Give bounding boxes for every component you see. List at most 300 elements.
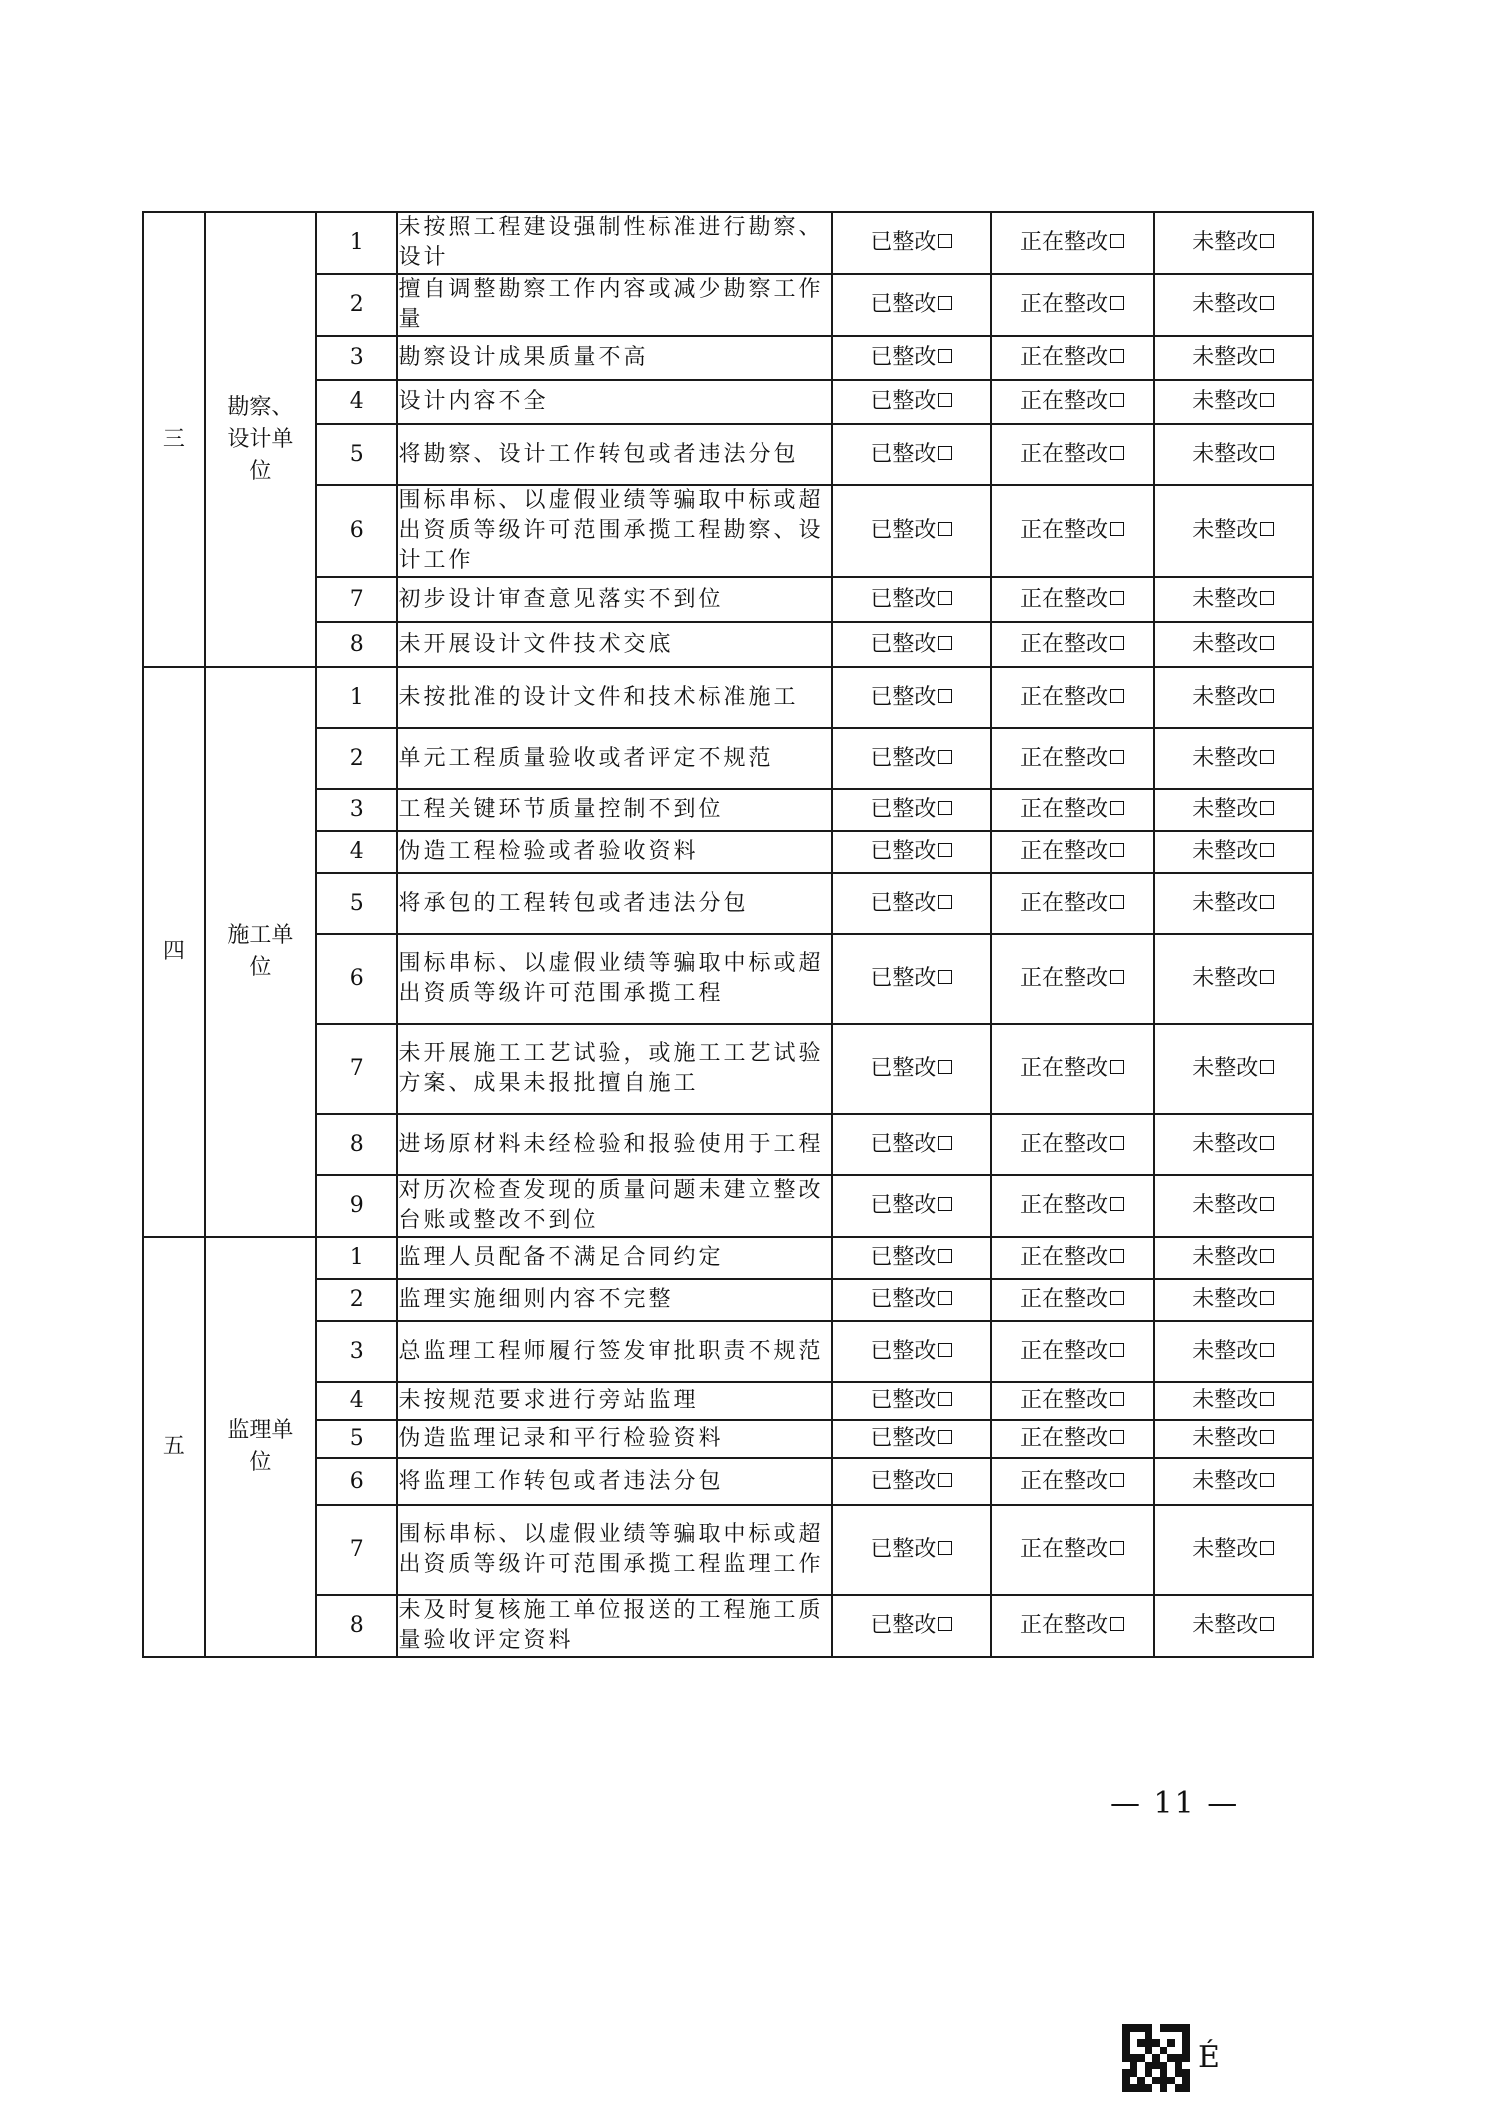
status-option-in-progress[interactable]	[991, 212, 1154, 274]
status-option-done[interactable]	[832, 1420, 990, 1458]
status-option-not-done[interactable]	[1154, 934, 1313, 1024]
status-label: 已整改	[870, 518, 937, 543]
checkbox[interactable]	[1260, 801, 1274, 815]
status-label: 已整改	[870, 745, 937, 771]
status-label: 已整改	[870, 966, 937, 991]
issue-description: 将勘察、设计工作转包或者违法分包	[397, 424, 832, 485]
status-option-done[interactable]	[832, 577, 990, 622]
status-option-in-progress[interactable]	[991, 1458, 1154, 1505]
checkbox[interactable]	[938, 1197, 952, 1211]
table-row	[143, 1237, 1313, 1279]
issue-description: 总监理工程师履行签发审批职责不规范	[397, 1321, 832, 1382]
status-option-in-progress[interactable]	[991, 1382, 1154, 1420]
checkbox[interactable]	[1260, 843, 1274, 857]
section-index: 三	[143, 212, 205, 667]
status-option-in-progress[interactable]	[991, 1420, 1154, 1458]
status-option-done[interactable]	[832, 336, 990, 380]
status-label: 未整改	[1192, 839, 1259, 864]
status-label: 正在整改	[1020, 230, 1109, 255]
item-number: 4	[316, 380, 398, 424]
issue-description: 监理人员配备不满足合同约定	[397, 1237, 832, 1279]
checkbox[interactable]	[1110, 1136, 1124, 1150]
checkbox[interactable]	[1110, 234, 1124, 248]
checkbox[interactable]	[1260, 446, 1274, 460]
issue-description: 未开展施工工艺试验，或施工工艺试验方案、成果未报批擅自施工	[397, 1024, 832, 1114]
checkbox[interactable]	[938, 1541, 952, 1555]
table-row	[143, 380, 1313, 424]
checkbox[interactable]	[938, 750, 952, 764]
checkbox[interactable]	[938, 1060, 952, 1074]
status-label: 已整改	[870, 684, 937, 710]
checkbox[interactable]	[938, 636, 952, 650]
status-label: 已整改	[870, 1468, 937, 1494]
status-label: 正在整改	[1020, 890, 1109, 916]
status-option-in-progress[interactable]	[991, 1595, 1154, 1657]
checkbox[interactable]	[1260, 234, 1274, 248]
status-option-in-progress[interactable]	[991, 1175, 1154, 1237]
status-option-in-progress[interactable]	[991, 1279, 1154, 1321]
status-label: 已整改	[870, 1287, 937, 1312]
status-label: 正在整改	[1020, 345, 1109, 370]
status-label: 已整改	[870, 345, 937, 370]
status-option-in-progress[interactable]	[991, 577, 1154, 622]
checkbox[interactable]	[1260, 1343, 1274, 1357]
qr-code-icon	[1122, 2024, 1190, 2092]
checkbox[interactable]	[938, 801, 952, 815]
status-option-done[interactable]	[832, 212, 990, 274]
status-label: 正在整改	[1020, 1388, 1109, 1413]
status-label: 未整改	[1192, 684, 1259, 710]
checkbox[interactable]	[1260, 689, 1274, 703]
unit-name-cell	[205, 1237, 316, 1657]
issue-description: 勘察设计成果质量不高	[397, 336, 832, 380]
status-option-done[interactable]	[832, 1175, 990, 1237]
status-option-not-done[interactable]	[1154, 789, 1313, 831]
item-number: 9	[316, 1175, 398, 1237]
status-option-in-progress[interactable]	[991, 622, 1154, 667]
table-row	[143, 934, 1313, 1024]
issue-description: 初步设计审查意见落实不到位	[397, 577, 832, 622]
status-label: 正在整改	[1020, 1131, 1109, 1157]
status-label: 正在整改	[1020, 1245, 1109, 1270]
status-label: 正在整改	[1020, 797, 1109, 822]
issue-description: 未按规范要求进行旁站监理	[397, 1382, 832, 1420]
issue-description: 擅自调整勘察工作内容或减少勘察工作量	[397, 274, 832, 336]
status-option-done[interactable]	[832, 424, 990, 485]
status-option-not-done[interactable]	[1154, 622, 1313, 667]
status-option-not-done[interactable]	[1154, 485, 1313, 577]
status-label: 正在整改	[1020, 1056, 1109, 1081]
item-number: 4	[316, 1382, 398, 1420]
status-option-done[interactable]	[832, 1237, 990, 1279]
status-option-in-progress[interactable]	[991, 424, 1154, 485]
checkbox[interactable]	[1110, 1249, 1124, 1263]
checkbox[interactable]	[938, 1473, 952, 1487]
checkbox[interactable]	[938, 591, 952, 605]
status-label: 未整改	[1192, 1131, 1259, 1157]
status-label: 正在整改	[1020, 441, 1109, 467]
item-number: 2	[316, 728, 398, 789]
table-row	[143, 667, 1313, 728]
status-option-done[interactable]	[832, 380, 990, 424]
status-option-in-progress[interactable]	[991, 873, 1154, 934]
status-option-in-progress[interactable]	[991, 728, 1154, 789]
status-option-in-progress[interactable]	[991, 831, 1154, 873]
item-number: 3	[316, 1321, 398, 1382]
status-option-done[interactable]	[832, 485, 990, 577]
status-option-done[interactable]	[832, 831, 990, 873]
status-option-not-done[interactable]	[1154, 336, 1313, 380]
table-row	[143, 1505, 1313, 1595]
status-option-in-progress[interactable]	[991, 274, 1154, 336]
issue-description: 监理实施细则内容不完整	[397, 1279, 832, 1321]
table-row	[143, 485, 1313, 577]
checkbox[interactable]	[938, 1430, 952, 1444]
issue-description: 工程关键环节质量控制不到位	[397, 789, 832, 831]
status-option-not-done[interactable]	[1154, 212, 1313, 274]
status-option-not-done[interactable]	[1154, 1382, 1313, 1420]
item-number: 7	[316, 1024, 398, 1114]
issue-description: 设计内容不全	[397, 380, 832, 424]
issue-description: 未按照工程建设强制性标准进行勘察、设计	[397, 212, 832, 274]
status-option-done[interactable]	[832, 789, 990, 831]
checkbox[interactable]	[1110, 296, 1124, 310]
checkbox[interactable]	[1260, 1136, 1274, 1150]
status-label: 未整改	[1192, 441, 1259, 467]
status-label: 未整改	[1192, 345, 1259, 370]
status-option-done[interactable]	[832, 622, 990, 667]
checkbox[interactable]	[1110, 1197, 1124, 1211]
table-row	[143, 1024, 1313, 1114]
status-label: 已整改	[870, 1338, 937, 1364]
status-option-in-progress[interactable]	[991, 667, 1154, 728]
page-number: — 11 —	[1110, 1786, 1240, 1821]
item-number: 1	[316, 667, 398, 728]
status-option-done[interactable]	[832, 728, 990, 789]
table-row	[143, 274, 1313, 336]
status-option-not-done[interactable]	[1154, 728, 1313, 789]
table-row	[143, 336, 1313, 380]
item-number: 5	[316, 1420, 398, 1458]
status-label: 正在整改	[1020, 292, 1109, 317]
unit-name: 监理单位	[227, 1418, 294, 1475]
status-option-not-done[interactable]	[1154, 577, 1313, 622]
status-option-done[interactable]	[832, 1024, 990, 1114]
status-option-in-progress[interactable]	[991, 1024, 1154, 1114]
status-label: 未整改	[1192, 1287, 1259, 1312]
issue-description: 围标串标、以虚假业绩等骗取中标或超出资质等级许可范围承揽工程	[397, 934, 832, 1024]
status-option-not-done[interactable]	[1154, 1279, 1313, 1321]
status-label: 正在整改	[1020, 1468, 1109, 1494]
checkbox[interactable]	[1110, 393, 1124, 407]
checkbox[interactable]	[1260, 970, 1274, 984]
section-index: 五	[143, 1237, 205, 1657]
item-number: 2	[316, 274, 398, 336]
checkbox[interactable]	[1110, 1060, 1124, 1074]
status-option-done[interactable]	[832, 1458, 990, 1505]
checkbox[interactable]	[1110, 591, 1124, 605]
item-number: 7	[316, 1505, 398, 1595]
status-label: 未整改	[1192, 586, 1259, 612]
status-label: 已整改	[870, 292, 937, 317]
status-label: 未整改	[1192, 1056, 1259, 1081]
item-number: 3	[316, 336, 398, 380]
status-label: 已整改	[870, 441, 937, 467]
status-label: 未整改	[1192, 745, 1259, 771]
status-label: 正在整改	[1020, 586, 1109, 612]
status-label: 已整改	[870, 389, 937, 414]
item-number: 6	[316, 934, 398, 1024]
status-label: 正在整改	[1020, 1287, 1109, 1312]
status-option-not-done[interactable]	[1154, 424, 1313, 485]
checkbox[interactable]	[938, 1343, 952, 1357]
status-option-done[interactable]	[832, 934, 990, 1024]
status-label: 已整改	[870, 230, 937, 255]
status-label: 未整改	[1192, 1388, 1259, 1413]
status-option-in-progress[interactable]	[991, 1114, 1154, 1175]
checkbox[interactable]	[1110, 446, 1124, 460]
status-option-not-done[interactable]	[1154, 1114, 1313, 1175]
checkbox[interactable]	[938, 843, 952, 857]
status-label: 未整改	[1192, 631, 1259, 657]
checkbox[interactable]	[1260, 393, 1274, 407]
checkbox[interactable]	[1260, 1291, 1274, 1305]
status-option-not-done[interactable]	[1154, 873, 1313, 934]
status-option-in-progress[interactable]	[991, 934, 1154, 1024]
status-label: 已整改	[870, 1388, 937, 1413]
issue-description: 围标串标、以虚假业绩等骗取中标或超出资质等级许可范围承揽工程勘察、设计工作	[397, 485, 832, 577]
checkbox[interactable]	[1260, 895, 1274, 909]
checkbox[interactable]	[1110, 349, 1124, 363]
status-option-not-done[interactable]	[1154, 1595, 1313, 1657]
checkbox[interactable]	[938, 970, 952, 984]
checkbox[interactable]	[938, 1617, 952, 1631]
status-label: 正在整改	[1020, 389, 1109, 414]
status-option-in-progress[interactable]	[991, 380, 1154, 424]
status-option-not-done[interactable]	[1154, 380, 1313, 424]
item-number: 5	[316, 424, 398, 485]
status-label: 已整改	[870, 631, 937, 657]
status-label: 正在整改	[1020, 839, 1109, 864]
checkbox[interactable]	[1260, 1060, 1274, 1074]
table-row	[143, 1114, 1313, 1175]
table-row	[143, 1458, 1313, 1505]
table-row	[143, 622, 1313, 667]
unit-name-cell	[205, 667, 316, 1237]
item-number: 6	[316, 1458, 398, 1505]
table-row	[143, 1321, 1313, 1382]
checkbox[interactable]	[1260, 1197, 1274, 1211]
status-label: 未整改	[1192, 797, 1259, 822]
status-label: 正在整改	[1020, 684, 1109, 710]
status-label: 已整改	[870, 1426, 937, 1451]
checkbox[interactable]	[938, 1392, 952, 1406]
checkbox[interactable]	[1110, 636, 1124, 650]
issue-description: 围标串标、以虚假业绩等骗取中标或超出资质等级许可范围承揽工程监理工作	[397, 1505, 832, 1595]
status-label: 未整改	[1192, 1613, 1259, 1638]
status-label: 正在整改	[1020, 1613, 1109, 1638]
status-label: 正在整改	[1020, 745, 1109, 771]
status-option-not-done[interactable]	[1154, 1321, 1313, 1382]
status-option-not-done[interactable]	[1154, 1458, 1313, 1505]
rectification-checklist-table	[142, 211, 1314, 1658]
item-number: 8	[316, 1114, 398, 1175]
status-option-done[interactable]	[832, 1279, 990, 1321]
status-label: 已整改	[870, 1613, 937, 1638]
status-option-not-done[interactable]	[1154, 667, 1313, 728]
status-label: 正在整改	[1020, 1426, 1109, 1451]
table-row	[143, 1382, 1313, 1420]
status-label: 正在整改	[1020, 966, 1109, 991]
status-label: 未整改	[1192, 230, 1259, 255]
table-row	[143, 1175, 1313, 1237]
status-option-done[interactable]	[832, 274, 990, 336]
status-option-done[interactable]	[832, 667, 990, 728]
checkbox[interactable]	[938, 895, 952, 909]
checkbox[interactable]	[1110, 522, 1124, 536]
issue-description: 将承包的工程转包或者违法分包	[397, 873, 832, 934]
status-option-not-done[interactable]	[1154, 831, 1313, 873]
item-number: 5	[316, 873, 398, 934]
checkbox[interactable]	[1110, 1617, 1124, 1631]
table-row	[143, 577, 1313, 622]
status-label: 已整改	[870, 1245, 937, 1270]
checkbox[interactable]	[1260, 1430, 1274, 1444]
item-number: 1	[316, 212, 398, 274]
checkbox[interactable]	[1260, 636, 1274, 650]
issue-description: 单元工程质量验收或者评定不规范	[397, 728, 832, 789]
status-option-in-progress[interactable]	[991, 1505, 1154, 1595]
checkbox[interactable]	[1110, 1541, 1124, 1555]
status-label: 已整改	[870, 1131, 937, 1157]
status-option-in-progress[interactable]	[991, 1237, 1154, 1279]
status-option-not-done[interactable]	[1154, 1420, 1313, 1458]
issue-description: 伪造工程检验或者验收资料	[397, 831, 832, 873]
status-option-done[interactable]	[832, 1505, 990, 1595]
status-label: 未整改	[1192, 389, 1259, 414]
table-row	[143, 424, 1313, 485]
status-label: 未整改	[1192, 518, 1259, 543]
status-label: 正在整改	[1020, 1338, 1109, 1364]
issue-description: 进场原材料未经检验和报验使用于工程	[397, 1114, 832, 1175]
checkbox[interactable]	[1260, 1392, 1274, 1406]
checkbox[interactable]	[1110, 1343, 1124, 1357]
table-row	[143, 728, 1313, 789]
item-number: 8	[316, 1595, 398, 1657]
status-label: 已整改	[870, 1193, 937, 1218]
status-option-done[interactable]	[832, 1595, 990, 1657]
status-option-in-progress[interactable]	[991, 789, 1154, 831]
checkbox[interactable]	[938, 1136, 952, 1150]
checkbox[interactable]	[1110, 1473, 1124, 1487]
checkbox[interactable]	[1260, 522, 1274, 536]
checkbox[interactable]	[1260, 296, 1274, 310]
status-label: 已整改	[870, 1056, 937, 1081]
status-label: 未整改	[1192, 1468, 1259, 1494]
checkbox[interactable]	[1260, 1473, 1274, 1487]
checkbox[interactable]	[1110, 1291, 1124, 1305]
checkbox[interactable]	[1260, 750, 1274, 764]
checkbox[interactable]	[938, 446, 952, 460]
table-row	[143, 212, 1313, 274]
status-option-not-done[interactable]	[1154, 1237, 1313, 1279]
status-option-done[interactable]	[832, 1382, 990, 1420]
status-option-in-progress[interactable]	[991, 485, 1154, 577]
item-number: 7	[316, 577, 398, 622]
checkbox[interactable]	[1260, 1541, 1274, 1555]
status-option-not-done[interactable]	[1154, 1175, 1313, 1237]
unit-name-cell	[205, 212, 316, 667]
status-option-in-progress[interactable]	[991, 336, 1154, 380]
checkbox[interactable]	[938, 234, 952, 248]
status-label: 已整改	[870, 1537, 937, 1562]
status-label: 已整改	[870, 797, 937, 822]
checkbox[interactable]	[1110, 843, 1124, 857]
checkbox[interactable]	[1110, 970, 1124, 984]
status-label: 未整改	[1192, 292, 1259, 317]
status-option-in-progress[interactable]	[991, 1321, 1154, 1382]
checkbox[interactable]	[1110, 801, 1124, 815]
checkbox[interactable]	[1110, 895, 1124, 909]
status-option-done[interactable]	[832, 1114, 990, 1175]
checkbox[interactable]	[1110, 689, 1124, 703]
item-number: 1	[316, 1237, 398, 1279]
status-option-done[interactable]	[832, 1321, 990, 1382]
status-option-not-done[interactable]	[1154, 1024, 1313, 1114]
status-label: 正在整改	[1020, 1537, 1109, 1562]
item-number: 3	[316, 789, 398, 831]
table-row	[143, 1595, 1313, 1657]
checkbox[interactable]	[938, 689, 952, 703]
status-label: 未整改	[1192, 1245, 1259, 1270]
status-option-not-done[interactable]	[1154, 274, 1313, 336]
status-label: 未整改	[1192, 966, 1259, 991]
status-option-done[interactable]	[832, 873, 990, 934]
status-option-not-done[interactable]	[1154, 1505, 1313, 1595]
checkbox[interactable]	[1260, 1249, 1274, 1263]
status-label: 未整改	[1192, 890, 1259, 916]
table-row	[143, 1279, 1313, 1321]
table-row	[143, 789, 1313, 831]
status-label: 正在整改	[1020, 631, 1109, 657]
checkbox[interactable]	[938, 296, 952, 310]
status-label: 未整改	[1192, 1426, 1259, 1451]
checkbox[interactable]	[1260, 349, 1274, 363]
unit-name: 勘察、设计单位	[227, 394, 294, 484]
checkbox[interactable]	[1110, 1392, 1124, 1406]
checkbox[interactable]	[1110, 1430, 1124, 1444]
status-label: 未整改	[1192, 1193, 1259, 1218]
checkbox[interactable]	[938, 393, 952, 407]
table-row	[143, 1420, 1313, 1458]
status-label: 未整改	[1192, 1338, 1259, 1364]
checkbox[interactable]	[1110, 750, 1124, 764]
checkbox[interactable]	[938, 1249, 952, 1263]
checkbox[interactable]	[1260, 1617, 1274, 1631]
table-row	[143, 831, 1313, 873]
status-label: 正在整改	[1020, 518, 1109, 543]
checkbox[interactable]	[938, 349, 952, 363]
checkbox[interactable]	[1260, 591, 1274, 605]
checkbox[interactable]	[938, 1291, 952, 1305]
status-label: 正在整改	[1020, 1193, 1109, 1218]
issue-description: 未开展设计文件技术交底	[397, 622, 832, 667]
issue-description: 未及时复核施工单位报送的工程施工质量验收评定资料	[397, 1595, 832, 1657]
checkbox[interactable]	[938, 522, 952, 536]
status-label: 已整改	[870, 839, 937, 864]
issue-description: 伪造监理记录和平行检验资料	[397, 1420, 832, 1458]
unit-name: 施工单位	[227, 923, 294, 980]
